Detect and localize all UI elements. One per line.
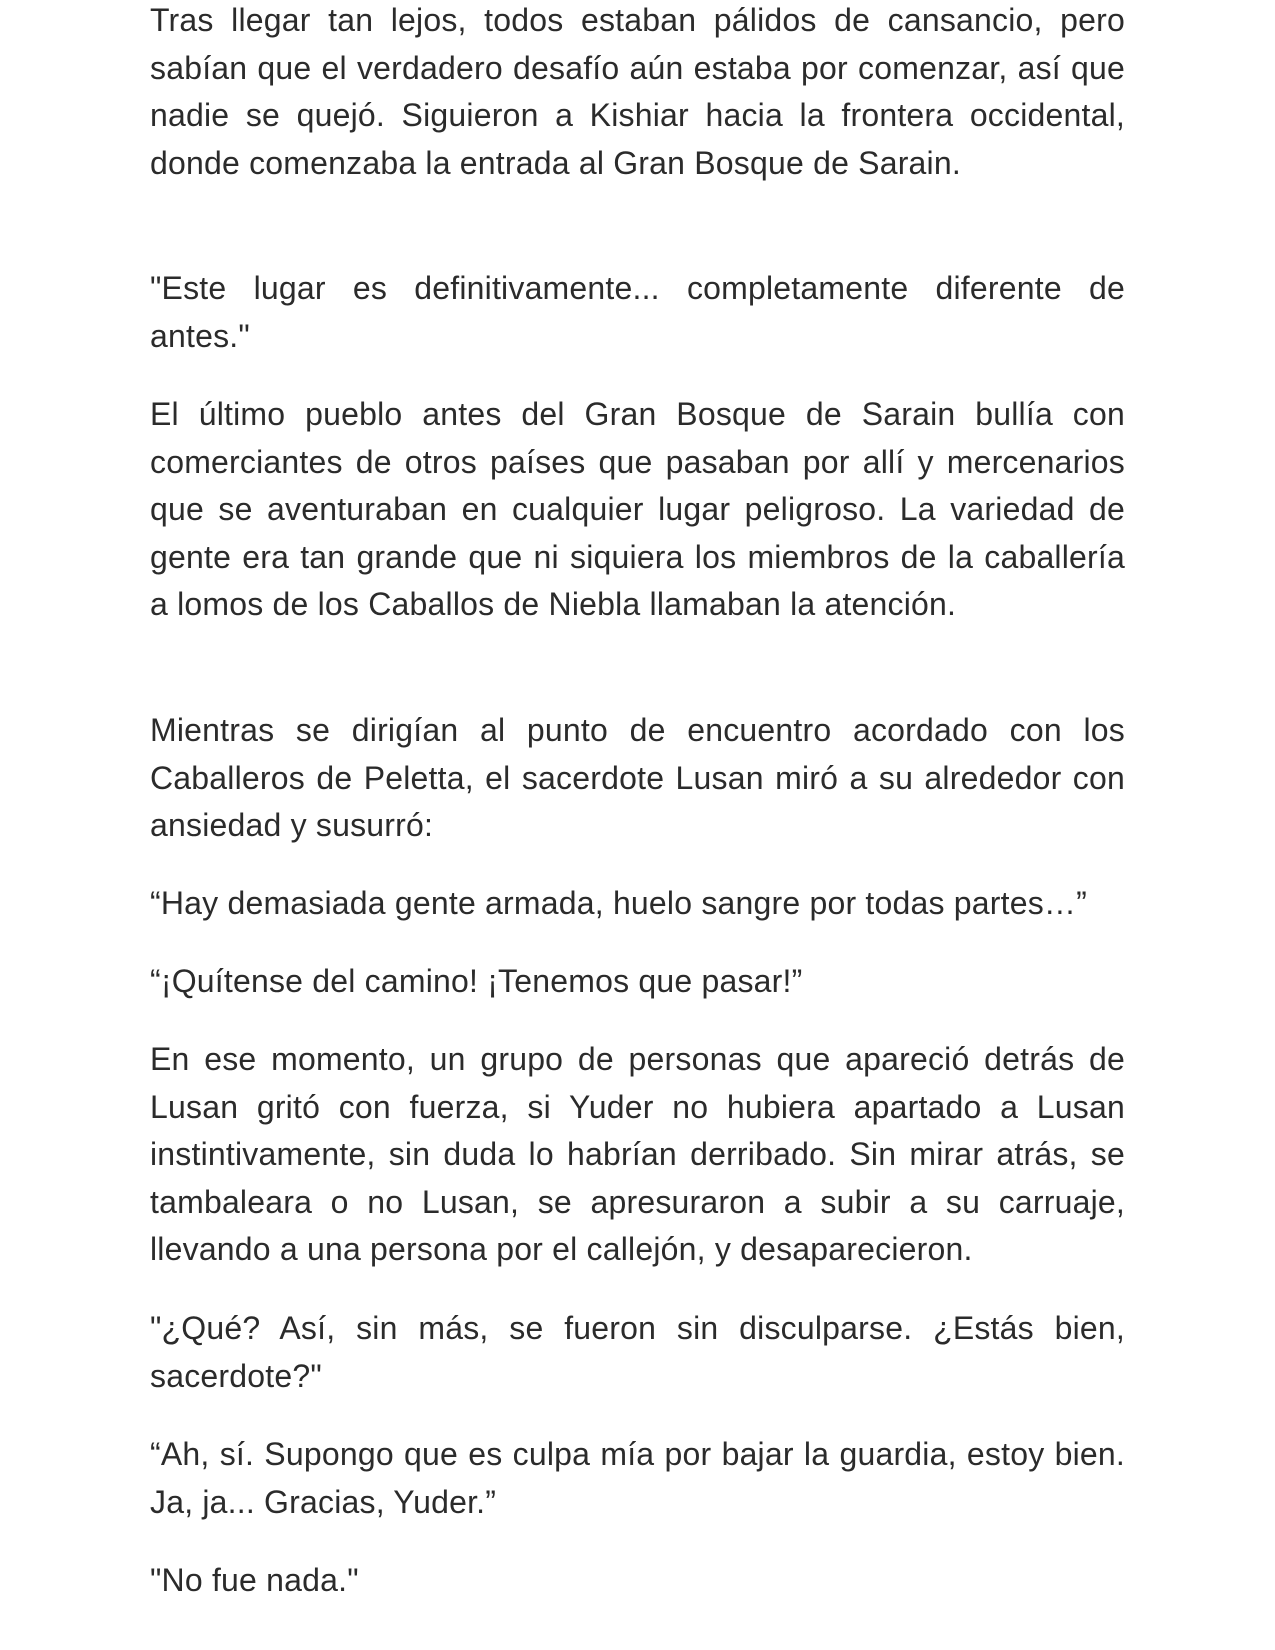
paragraph-9: “Ah, sí. Supongo que es culpa mía por bajar la guardia, estoy bien. Ja, ja... Gracias, Yuder.” (150, 1436, 1125, 1520)
paragraph-3: El último pueblo antes del Gran Bosque de Sarain bullía con comerciantes de otros países que pasaban por allí y mercenarios que se aventuraban en cualquier lugar peligroso. La variedad de gente era tan grande que ni siquiera los miembros de la caballería a lomos de los Caballos de Niebla llamaban la atención. (150, 396, 1125, 622)
paragraph-7: En ese momento, un grupo de personas que apareció detrás de Lusan gritó con fuerza, si Yuder no hubiera apartado a Lusan instintivamente, sin duda lo habrían derribado. Sin mirar atrás, se tambaleara o no Lusan, se apresuraron a subir a su carruaje, llevando a una persona por el callejón, y desaparecieron. (150, 1041, 1125, 1267)
paragraph-2: "Este lugar es definitivamente... completamente diferente de antes." (150, 270, 1125, 354)
paragraph-4: Mientras se dirigían al punto de encuentro acordado con los Caballeros de Peletta, el sacerdote Lusan miró a su alrededor con ansiedad y susurró: (150, 712, 1125, 843)
paragraph-6: “¡Quítense del camino! ¡Tenemos que pasar!” (150, 963, 803, 999)
paragraph-8: "¿Qué? Así, sin más, se fueron sin disculparse. ¿Estás bien, sacerdote?" (150, 1310, 1125, 1394)
paragraph-10: "No fue nada." (150, 1562, 359, 1598)
paragraph-5: “Hay demasiada gente armada, huelo sangre por todas partes…” (150, 885, 1087, 921)
paragraph-1: Tras llegar tan lejos, todos estaban pálidos de cansancio, pero sabían que el verdadero desafío aún estaba por comenzar, así que nadie se quejó. Siguieron a Kishiar hacia la frontera occidental, donde comenzaba la entrada al Gran Bosque de Sarain. (150, 2, 1125, 181)
